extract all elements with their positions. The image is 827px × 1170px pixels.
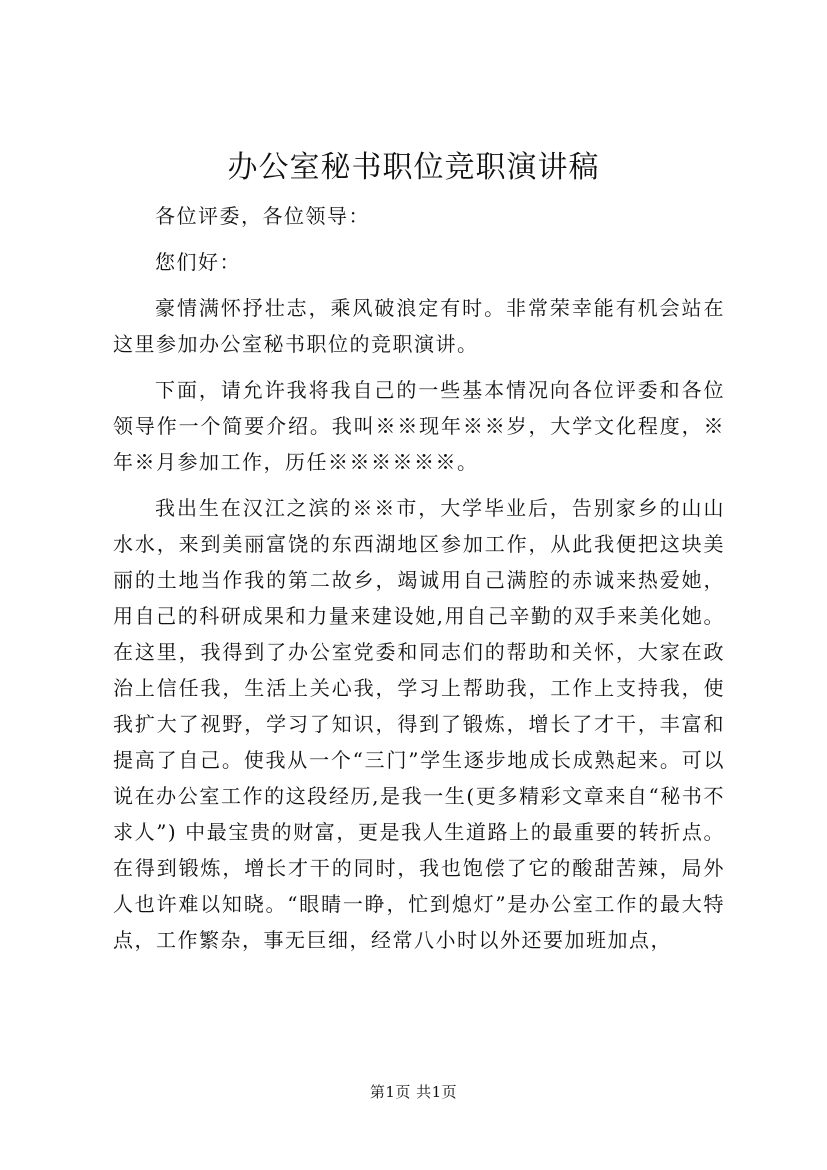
salutation-paragraph: 各位评委，各位领导： xyxy=(155,204,370,228)
greeting-paragraph: 您们好： xyxy=(155,250,241,274)
page-number-footer: 第1页 共1页 xyxy=(369,1083,458,1101)
opening-paragraph: 豪情满怀抒壮志，乘风破浪定有时。非常荣幸能有机会站在这里参加办公室秘书职位的竞职演讲。 xyxy=(113,296,725,356)
experience-paragraph: 我出生在汉江之滨的※※市，大学毕业后，告别家乡的山山水水，来到美丽富饶的东西湖地区参加工作，从此我便把这块美丽的土地当作我的第二故乡，竭诚用自己满腔的赤诚来热爱她，用自己的科研成果和力量来建设她,用自己辛勤的双手来美化她。在这里，我得到了办公室党委和同志们的帮助和关怀，大家在政治上信任我，生活上关心我，学习上帮助我，工作上支持我，使我扩大了视野，学习了知识，得到了锻炼，增长了才干，丰富和提高了自己。使我从一个“三门”学生逐步地成长成熟起来。可以说在办公室工作的这段经历,是我一生(更多精彩文章来自“秘书不求人”) 中最宝贵的财富，更是我人生道路上的最重要的转折点。在得到锻炼，增长才干的同时，我也饱偿了它的酸甜苦辣，局外人也许难以知晓。“眼睛一睁，忙到熄灯”是办公室工作的最大特点，工作繁杂，事无巨细，经常八小时以外还要加班加点， xyxy=(113,496,725,952)
document-title: 办公室秘书职位竞职演讲稿 xyxy=(227,150,600,185)
document-body xyxy=(113,198,725,958)
introduction-paragraph: 下面，请允许我将我自己的一些基本情况向各位评委和各位领导作一个简要介绍。我叫※※现年※※岁，大学文化程度，※年※月参加工作，历任※※※※※※。 xyxy=(113,378,725,474)
